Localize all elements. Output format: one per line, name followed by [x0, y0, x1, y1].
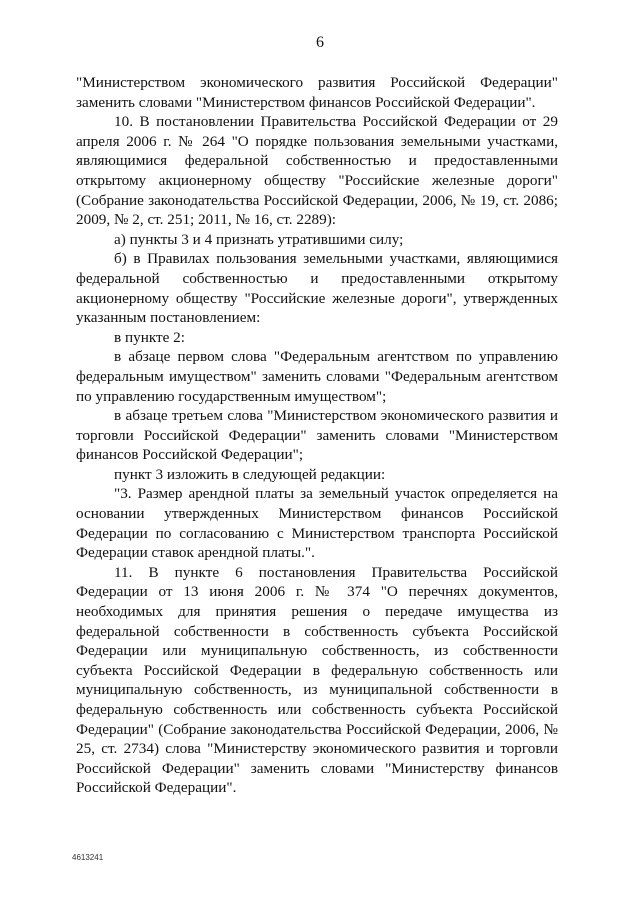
paragraph: в абзаце первом слова "Федеральным агентством по управлению федеральным имуществом" заменить словами "Федеральным агентством по управлению государственным имуществом"; — [76, 348, 558, 405]
paragraph: в абзаце третьем слова "Министерством экономического развития и торговли Российской Федерации" заменить словами "Министерством финансов Российской Федерации"; — [76, 407, 558, 464]
paragraph: б) в Правилах пользования земельными участками, являющимися федеральной собственностью и предоставленными открытому акционерному обществу "Российские железные дороги", утвержденных указанным постановлением: — [76, 250, 558, 327]
paragraph: 10. В постановлении Правительства Российской Федерации от 29 апреля 2006 г. № 264 "О порядке пользования земельными участками, являющимися федеральной собственностью и предоставленными открытому акционерному обществу "Российские железные дороги" (Собрание законодательства Российской Федерации, 2006, № 19, ст. 2086; 2009, № 2, ст. 251; 2011, № 16, ст. 2289): — [76, 113, 558, 229]
page-number: 6 — [316, 34, 324, 51]
paragraph: "3. Размер арендной платы за земельный участок определяется на основании утвержденных Министерством финансов Российской Федерации по согласованию с Министерством транспорта Российской Федерации ставок арендной платы.". — [76, 485, 558, 562]
document-code: 4613241 — [72, 853, 104, 862]
paragraph: а) пункты 3 и 4 признать утратившими силу; — [114, 230, 404, 248]
paragraph: в пункте 2: — [114, 328, 185, 346]
paragraph: пункт 3 изложить в следующей редакции: — [114, 465, 386, 483]
paragraph: 11. В пункте 6 постановления Правительства Российской Федерации от 13 июня 2006 г. № 374 "О перечнях документов, необходимых для принятия решения о передаче имущества из федеральной собственности в собственность субъекта Российской Федерации или муниципальную собственность, из собственности субъекта Российской Федерации в федеральную собственность или муниципальную собственность, из муниципальной собственности в федеральную собственность или собственность субъекта Российской Федерации" (Собрание законодательства Российской Федерации, 2006, № 25, ст. 2734) слова "Министерству экономического развития и торговли Российской Федерации" заменить словами "Министерству финансов Российской Федерации". — [76, 563, 558, 797]
document-body — [76, 73, 558, 798]
paragraph: "Министерством экономического развития Российской Федерации" заменить словами "Министерством финансов Российской Федерации". — [76, 74, 558, 111]
